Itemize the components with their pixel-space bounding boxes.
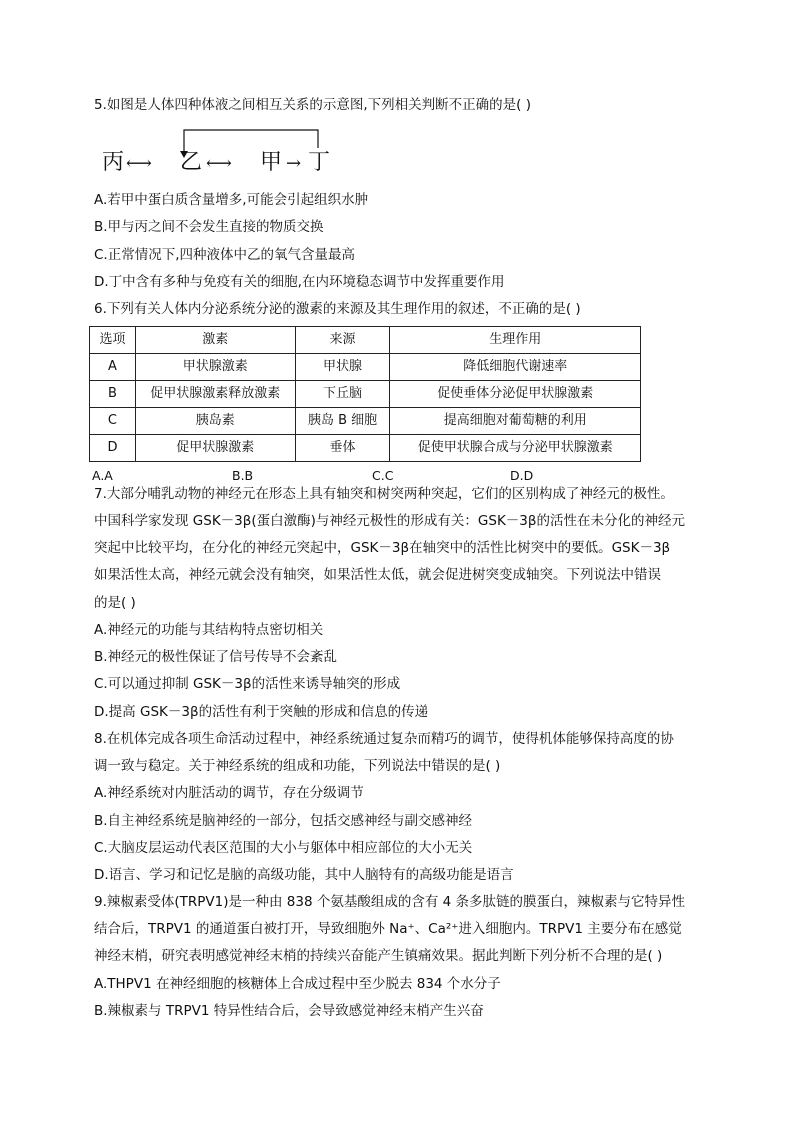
table-cell: 下丘脑 xyxy=(295,381,390,408)
table-cell: D xyxy=(90,435,136,462)
q8-option-c: C.大脑皮层运动代表区范围的大小与躯体中相应部位的大小无关 xyxy=(94,840,473,856)
table-cell: 降低细胞代谢速率 xyxy=(390,354,641,381)
node-yi: 乙 xyxy=(180,150,203,175)
table-row xyxy=(90,381,641,408)
table-cell: 促甲状腺激素 xyxy=(135,435,295,462)
table-header-cell: 激素 xyxy=(135,327,295,354)
table-cell: 垂体 xyxy=(295,435,390,462)
right-arrow-icon: → xyxy=(286,153,300,174)
q7-stem-line: 7.大部分哺乳动物的神经元在形态上具有轴突和树突两种突起，它们的区别构成了神经元的极性。 xyxy=(94,486,674,502)
table-cell: B xyxy=(90,381,136,408)
q9-stem-line: 神经末梢，研究表明感觉神经末梢的持续兴奋能产生镇痛效果。据此判断下列分析不合理的是( ) xyxy=(94,948,663,964)
node-ding: 丁 xyxy=(308,150,331,175)
table-cell: 促甲状腺激素释放激素 xyxy=(135,381,295,408)
table-row xyxy=(90,354,641,381)
q6-option-d: D.D xyxy=(510,468,534,483)
q8-option-a: A.神经系统对内脏活动的调节，存在分级调节 xyxy=(94,785,364,801)
q6-stem: 6.下列有关人体内分泌系统分泌的激素的来源及其生理作用的叙述，不正确的是( ) xyxy=(94,301,581,317)
q5-option-d: D.丁中含有多种与免疫有关的细胞,在内环境稳态调节中发挥重要作用 xyxy=(94,274,505,290)
q9-option-b: B.辣椒素与 TRPV1 特异性结合后，会导致感觉神经末梢产生兴奋 xyxy=(94,1003,484,1019)
q7-option-b: B.神经元的极性保证了信号传导不会紊乱 xyxy=(94,649,338,665)
bidirectional-arrow-icon: ⟷ xyxy=(206,153,230,174)
q5-body-fluid-diagram xyxy=(100,124,340,180)
table-cell: 甲状腺激素 xyxy=(135,354,295,381)
table-cell: 促使垂体分泌促甲状腺激素 xyxy=(390,381,641,408)
q9-stem-line: 结合后，TRPV1 的通道蛋白被打开，导致细胞外 Na⁺、Ca²⁺进入细胞内。TRPV1 主要分布在感觉 xyxy=(94,921,682,937)
q8-stem-line: 调一致与稳定。关于神经系统的组成和功能，下列说法中错误的是( ) xyxy=(94,758,501,774)
q6-option-c: C.C xyxy=(372,468,394,483)
table-header-cell: 来源 xyxy=(295,327,390,354)
q7-stem-line: 突起中比较平均，在分化的神经元突起中，GSK－3β在轴突中的活性比树突中的要低。GSK－3β xyxy=(94,540,671,556)
q9-option-a: A.THPV1 在神经细胞的核糖体上合成过程中至少脱去 834 个水分子 xyxy=(94,976,501,992)
q6-option-a: A.A xyxy=(92,468,113,483)
table-header-cell: 选项 xyxy=(90,327,136,354)
table-cell: 甲状腺 xyxy=(295,354,390,381)
q8-option-d: D.语言、学习和记忆是脑的高级功能，其中人脑特有的高级功能是语言 xyxy=(94,867,514,883)
table-row xyxy=(90,435,641,462)
table-row xyxy=(90,408,641,435)
table-header-cell: 生理作用 xyxy=(390,327,641,354)
q7-stem-line: 的是( ) xyxy=(94,595,136,611)
q7-option-c: C.可以通过抑制 GSK－3β的活性来诱导轴突的形成 xyxy=(94,676,401,692)
node-jia: 甲 xyxy=(260,150,283,175)
table-cell: A xyxy=(90,354,136,381)
q7-stem-line: 如果活性太高，神经元就会没有轴突，如果活性太低，就会促进树突变成轴突。下列说法中错误 xyxy=(94,567,661,583)
q5-option-a: A.若甲中蛋白质含量增多,可能会引起组织水肿 xyxy=(94,192,369,208)
q8-option-b: B.自主神经系统是脑神经的一部分，包括交感神经与副交感神经 xyxy=(94,813,473,829)
table-cell: 提高细胞对葡萄糖的利用 xyxy=(390,408,641,435)
table-header-row xyxy=(90,327,641,354)
q9-stem-line: 9.辣椒素受体(TRPV1)是一种由 838 个氨基酸组成的含有 4 条多肽链的膜蛋白，辣椒素与它特异性 xyxy=(94,894,686,910)
q7-stem-line: 中国科学家发现 GSK－3β(蛋白激酶)与神经元极性的形成有关：GSK－3β的活性在未分化的神经元 xyxy=(94,513,685,529)
table-cell: 促使甲状腺合成与分泌甲状腺激素 xyxy=(390,435,641,462)
q5-option-b: B.甲与丙之间不会发生直接的物质交换 xyxy=(94,219,324,235)
q7-option-d: D.提高 GSK－3β的活性有利于突触的形成和信息的传递 xyxy=(94,704,429,720)
bidirectional-arrow-icon: ⟷ xyxy=(126,153,150,174)
q5-option-c: C.正常情况下,四种液体中乙的氧气含量最高 xyxy=(94,247,356,263)
q6-option-b: B.B xyxy=(232,468,254,483)
q5-stem: 5.如图是人体四种体液之间相互关系的示意图,下列相关判断不正确的是( ) xyxy=(94,97,531,113)
table-cell: C xyxy=(90,408,136,435)
table-cell: 胰岛 B 细胞 xyxy=(295,408,390,435)
q6-hormone-table xyxy=(89,326,641,462)
q8-stem-line: 8.在机体完成各项生命活动过程中，神经系统通过复杂而精巧的调节，使得机体能够保持高度的协 xyxy=(94,731,674,747)
node-bing: 丙 xyxy=(102,150,125,175)
q7-option-a: A.神经元的功能与其结构特点密切相关 xyxy=(94,622,324,638)
table-cell: 胰岛素 xyxy=(135,408,295,435)
